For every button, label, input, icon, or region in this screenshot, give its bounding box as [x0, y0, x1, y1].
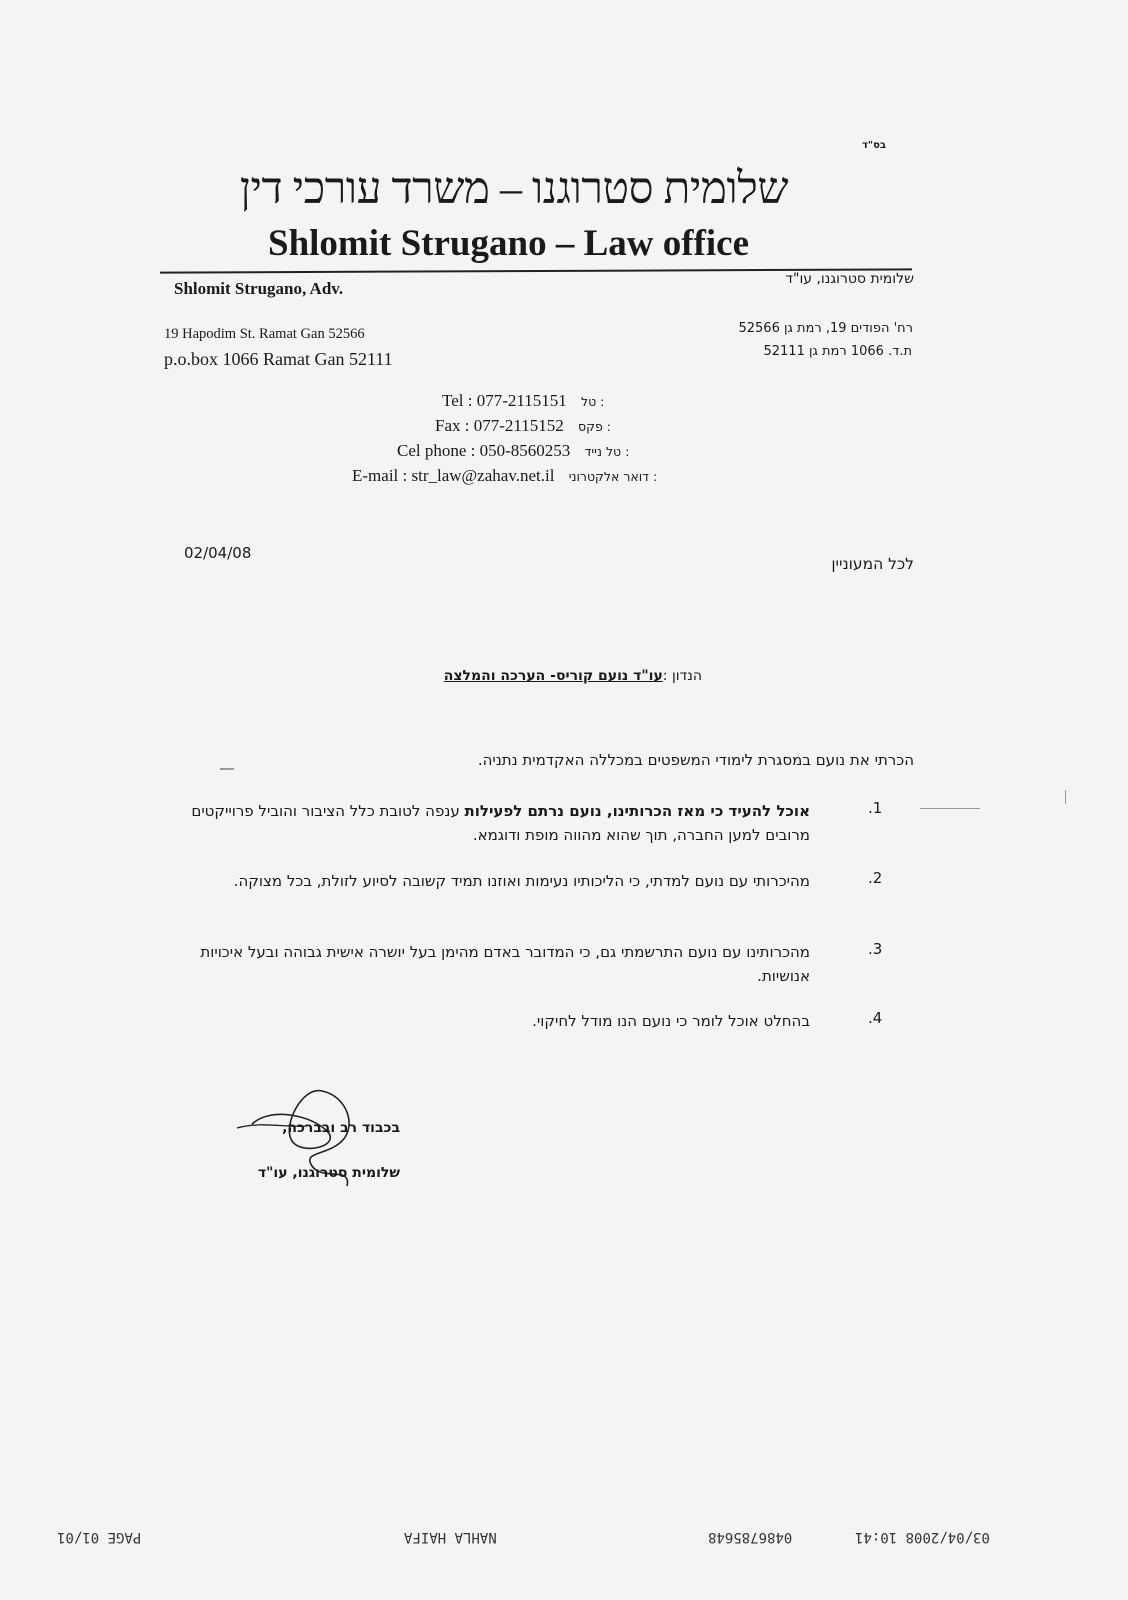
- list-item: בהחלט אוכל לומר כי נועם הנו מודל לחיקוי.: [532, 1012, 810, 1030]
- subject-value: עו"ד נועם קוריס- הערכה והמלצה: [443, 668, 663, 684]
- contact-value: 050-8560253: [479, 441, 571, 460]
- recipient: לכל המעוניין: [831, 555, 914, 573]
- signer-name: שלומית סטרוגנו, עו"ד: [257, 1165, 400, 1181]
- item-bold-text: אוכל להעיד כי מאז הכרותינו, נועם נרתם לפעילות: [464, 802, 810, 820]
- contact-fax: [435, 416, 611, 436]
- item-number: .3: [868, 940, 883, 958]
- contact-value: 077-2115152: [473, 416, 564, 435]
- scan-speck: [220, 768, 234, 770]
- list-item: מהיכרותי עם נועם למדתי, כי הליכותיו נעימות ואוזנו תמיד קשובה לסיוע לזולת, בכל מצוקה.: [233, 872, 810, 890]
- contact-value: str_law@zahav.net.il: [411, 466, 555, 485]
- contact-label: Fax :: [435, 416, 470, 435]
- contact-tel: [442, 391, 604, 411]
- contact-label-hebrew: : טל נייד: [584, 444, 630, 459]
- scan-speck: [1065, 790, 1066, 804]
- list-item: [180, 799, 810, 847]
- contact-label-hebrew: : פקס: [578, 419, 611, 434]
- address-hebrew-line1: רח' הפודים 19, רמת גן 52566: [738, 321, 913, 336]
- item-text: ענפה לטובת כלל הציבור והוביל פרוייקטים מרובים למען החברה, תוך שהוא מהווה מופת ודוגמא.: [191, 802, 810, 844]
- item-number: .2: [868, 869, 883, 887]
- address-english-line2: p.o.box 1066 Ramat Gan 52111: [164, 349, 393, 369]
- contact-label: Cel phone :: [397, 441, 476, 460]
- contact-label-hebrew: : דואר אלקטרוני: [568, 469, 658, 484]
- name-hebrew: שלומית סטרוגנו, עו"ד: [785, 271, 914, 287]
- scan-speck: [920, 808, 980, 809]
- corner-mark: בס"ד: [862, 140, 886, 151]
- contact-email: [352, 466, 657, 486]
- item-number: .4: [868, 1009, 883, 1027]
- name-english: Shlomit Strugano, Adv.: [174, 279, 344, 298]
- intro-paragraph: הכרתי את נועם במסגרת לימודי המשפטים במכללה האקדמית נתניה.: [477, 751, 914, 769]
- title-hebrew: שלומית סטרוגנו – משרד עורכי דין: [239, 164, 788, 213]
- address-english-line1: 19 Hapodim St. Ramat Gan 52566: [164, 326, 365, 342]
- closing: בכבוד רב ובברכה,: [282, 1120, 400, 1136]
- fax-number: 0486785648: [708, 1529, 793, 1545]
- contact-label-hebrew: : טל: [580, 394, 605, 409]
- contact-cell: [397, 441, 629, 461]
- fax-page: PAGE 01/01: [57, 1529, 142, 1545]
- subject-label: הנדון :: [662, 668, 702, 684]
- contact-label: E-mail :: [352, 466, 408, 485]
- contact-label: Tel :: [442, 391, 473, 410]
- list-item: מהכרותינו עם נועם התרשמתי גם, כי המדובר באדם מהימן בעל יושרה אישית גבוהה ובעל איכויות אנושיות.: [200, 943, 810, 985]
- address-hebrew-line2: ת.ד. 1066 רמת גן 52111: [763, 344, 912, 359]
- fax-datetime: 03/04/2008 10:41: [855, 1529, 990, 1545]
- letter-date: 02/04/08: [184, 544, 252, 562]
- contact-value: 077-2115151: [476, 391, 567, 410]
- title-english: Shlomit Strugano – Law office: [268, 223, 749, 264]
- fax-sender: NAHLA HAIFA: [404, 1529, 497, 1545]
- item-number: .1: [868, 799, 883, 817]
- subject-line: [444, 668, 702, 684]
